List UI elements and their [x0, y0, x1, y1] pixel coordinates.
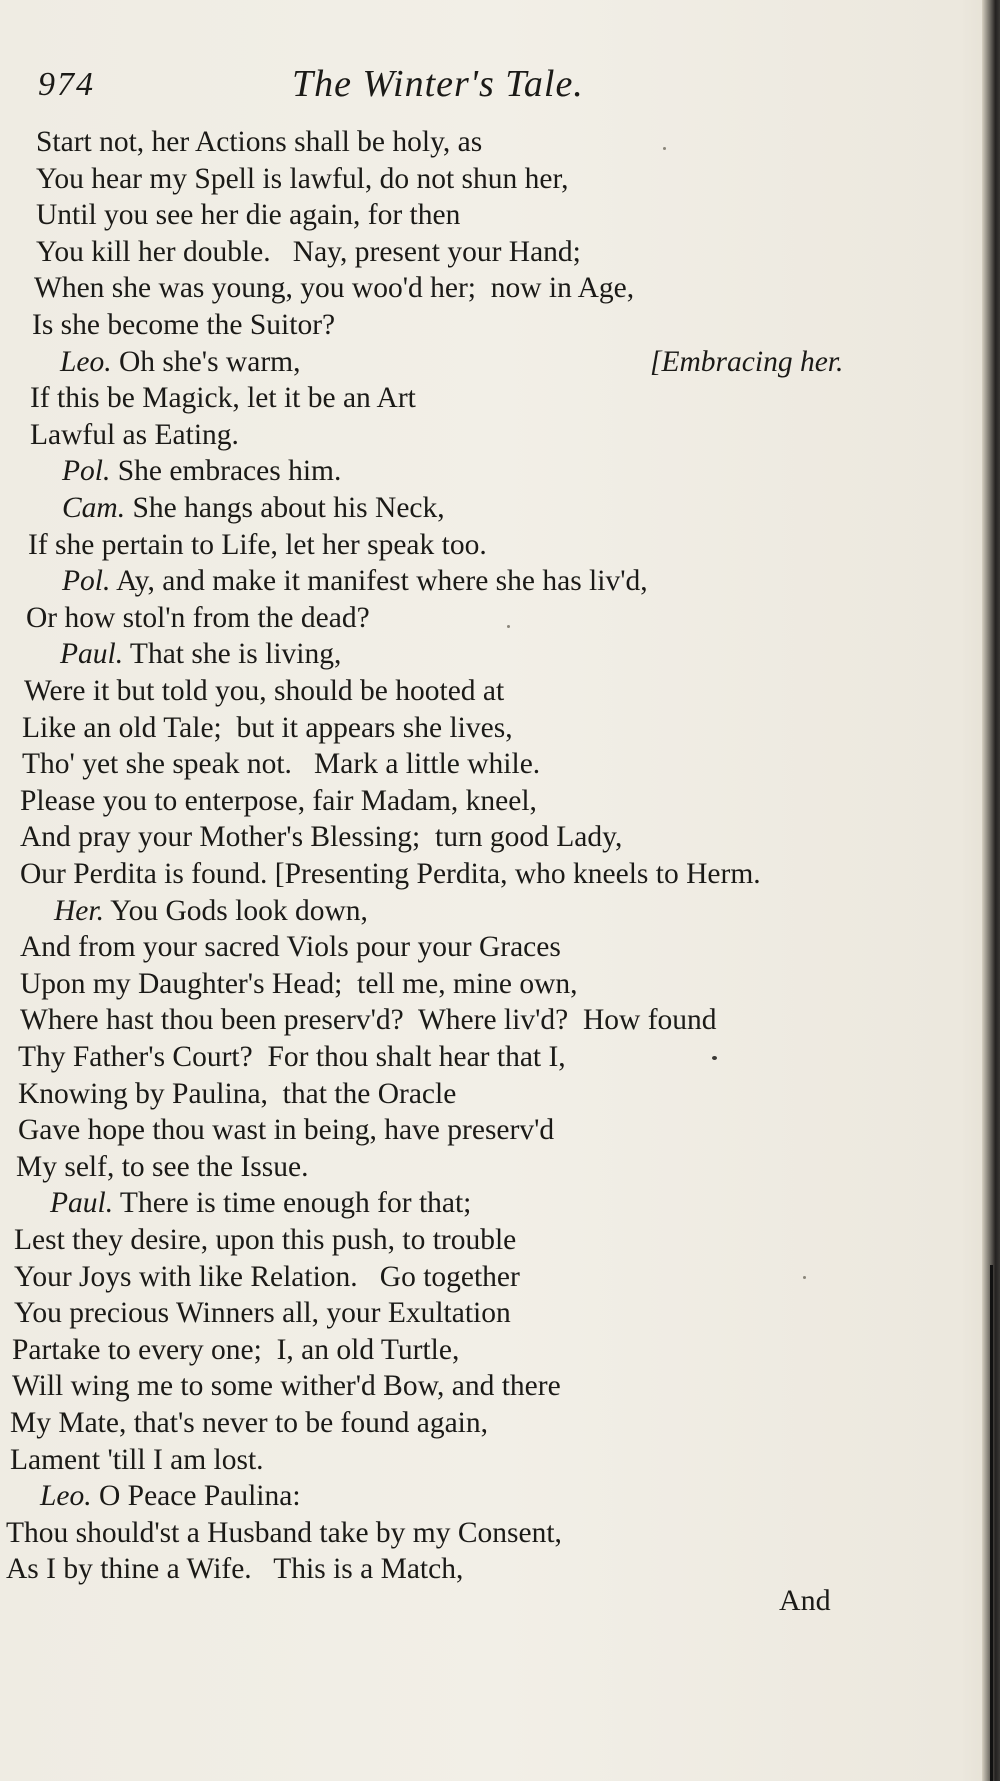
- line-text: Please you to enterpose, fair Madam, kneel,: [20, 784, 537, 817]
- catchword: And: [779, 1584, 831, 1617]
- line-text: You precious Winners all, your Exultation: [14, 1297, 511, 1330]
- speck: [803, 1276, 806, 1279]
- line-text: That she is living,: [123, 638, 342, 671]
- verse-line: [14, 1295, 511, 1331]
- verse-line: [34, 270, 634, 306]
- speaker-name: Her.: [54, 894, 104, 927]
- line-text: O Peace Paulina:: [91, 1480, 301, 1513]
- line-text: Oh she's warm,: [111, 345, 301, 378]
- verse-line: [36, 161, 569, 197]
- line-text: When she was young, you woo'd her; now in Age,: [34, 272, 635, 305]
- stage-direction: [Embracing her.: [650, 345, 844, 378]
- line-text: Upon my Daughter's Head; tell me, mine own,: [20, 967, 578, 1000]
- verse-line: [14, 1222, 516, 1258]
- verse-line: [6, 1515, 562, 1551]
- verse-line: [18, 1112, 554, 1148]
- line-text: If this be Magick, let it be an Art: [30, 382, 416, 415]
- line-text: She embraces him.: [110, 455, 342, 488]
- line-text: Where hast thou been preserv'd? Where liv'd? How found: [20, 1004, 717, 1037]
- line-text: Lament 'till I am lost.: [10, 1443, 264, 1476]
- line-text: As I by thine a Wife. This is a Match,: [6, 1553, 464, 1586]
- line-text: Gave hope thou wast in being, have preserv'd: [18, 1114, 555, 1147]
- verse-line: [16, 1149, 308, 1185]
- binding-line: [990, 1265, 993, 1781]
- speech-line: [60, 344, 300, 380]
- line-text: Lest they desire, upon this push, to trouble: [14, 1224, 517, 1256]
- line-text: Partake to every one; I, an old Turtle,: [12, 1333, 460, 1366]
- speaker-name: Leo.: [60, 345, 112, 378]
- line-text: You Gods look down,: [103, 894, 368, 927]
- line-text: You hear my Spell is lawful, do not shun her,: [36, 162, 569, 195]
- verse-line: [28, 527, 487, 563]
- speaker-name: Cam.: [62, 492, 126, 524]
- line-text: Until you see her die again, for then: [36, 199, 461, 232]
- verse-line: [20, 783, 537, 819]
- line-text: My self, to see the Issue.: [16, 1150, 309, 1183]
- line-text: Ay, and make it manifest where she has liv'd,: [110, 565, 648, 598]
- verse-line: [20, 856, 761, 892]
- speck: [663, 147, 666, 150]
- verse-line: [30, 417, 239, 453]
- line-text: Is she become the Suitor?: [32, 309, 336, 341]
- line-text: And pray your Mother's Blessing; turn good Lady,: [20, 821, 623, 854]
- line-text: If she pertain to Life, let her speak too.: [28, 528, 487, 561]
- verse-line: [20, 819, 622, 855]
- speech-line: [62, 453, 341, 489]
- line-text: Lawful as Eating.: [30, 418, 239, 451]
- speaker-name: Leo.: [40, 1480, 92, 1513]
- verse-line: [20, 929, 561, 965]
- verse-line: [18, 1039, 566, 1075]
- line-text: You kill her double. Nay, present your Hand;: [36, 235, 581, 268]
- line-text: Or how stol'n from the dead?: [26, 601, 370, 634]
- ink-blot: [712, 1056, 717, 1060]
- line-text: Start not, her Actions shall be holy, as: [36, 126, 483, 158]
- verse-line: [14, 1259, 520, 1295]
- running-title: The Winter's Tale.: [292, 63, 584, 105]
- verse-line: [36, 234, 581, 270]
- line-text: My Mate, that's never to be found again,: [10, 1407, 489, 1439]
- speaker-name: Paul.: [60, 638, 124, 671]
- line-text: She hangs about his Neck,: [125, 492, 445, 524]
- speech-line: [50, 1185, 471, 1221]
- speaker-name: Paul.: [50, 1187, 114, 1220]
- verse-line: [22, 746, 540, 782]
- verse-line: [36, 197, 460, 233]
- verse-line: [22, 710, 513, 746]
- speech-line: [60, 636, 341, 672]
- verse-line: [6, 1551, 463, 1587]
- line-text: Your Joys with like Relation. Go together: [14, 1260, 520, 1293]
- line-text: Were it but told you, should be hooted at: [24, 675, 505, 707]
- verse-line: [12, 1332, 459, 1368]
- speaker-name: Pol.: [62, 565, 111, 598]
- speech-line: [40, 1478, 301, 1514]
- verse-line: [20, 1002, 717, 1038]
- line-text: Tho' yet she speak not. Mark a little while.: [22, 748, 541, 781]
- line-text: Like an old Tale; but it appears she lives,: [22, 711, 513, 744]
- verse-line: [20, 966, 578, 1002]
- line-text: There is time enough for that;: [113, 1187, 472, 1220]
- line-text: Thou should'st a Husband take by my Consent,: [6, 1516, 562, 1549]
- page-number: 974: [38, 66, 95, 103]
- verse-line: [12, 1368, 561, 1404]
- verse-line: [10, 1405, 488, 1441]
- speaker-name: Pol.: [62, 455, 111, 488]
- page-header: [38, 62, 738, 112]
- line-text: And from your sacred Viols pour your Graces: [20, 931, 561, 964]
- verse-line: [10, 1442, 264, 1478]
- speech-line: [62, 563, 648, 599]
- line-text: Will wing me to some wither'd Bow, and there: [12, 1370, 561, 1403]
- verse-line: [32, 307, 335, 343]
- speech-line: [54, 893, 368, 929]
- verse-line: [26, 600, 370, 636]
- verse-line: [18, 1076, 456, 1112]
- line-text: Thy Father's Court? For thou shalt hear that I,: [18, 1041, 566, 1073]
- speech-line: [62, 490, 445, 526]
- line-text: Our Perdita is found. [Presenting Perdita, who kneels to Herm.: [20, 858, 761, 890]
- verse-line: [36, 124, 482, 160]
- line-text: Knowing by Paulina, that the Oracle: [18, 1077, 457, 1110]
- speck: [507, 625, 510, 628]
- verse-line: [30, 380, 416, 416]
- verse-line: [24, 673, 504, 709]
